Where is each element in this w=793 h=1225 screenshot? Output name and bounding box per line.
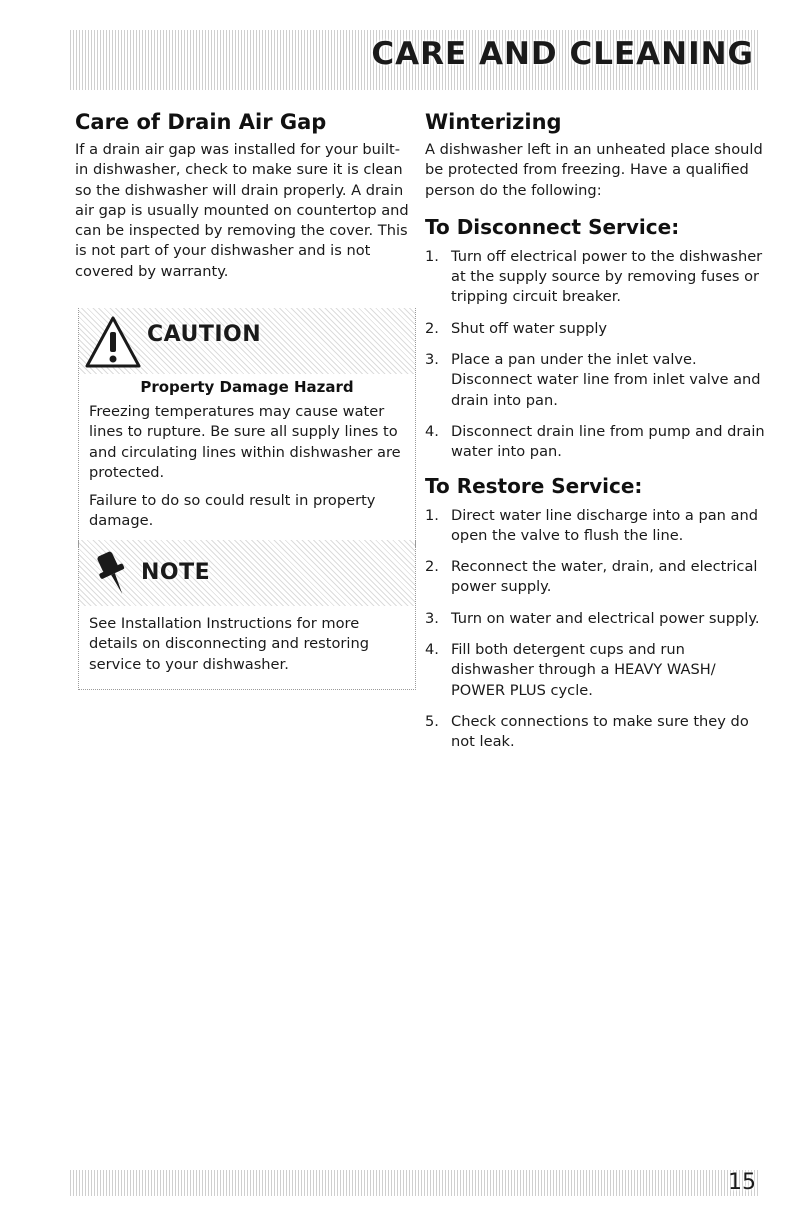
- right-column: [425, 110, 770, 764]
- list-item: 1. Turn off electrical power to the dishwasher at the supply source by removing fuses or tripping circuit breaker.: [425, 247, 763, 306]
- warning-triangle-icon: [83, 314, 143, 374]
- list-item: 2. Reconnect the water, drain, and electrical power supply.: [425, 558, 758, 596]
- restore-steps: [425, 506, 770, 753]
- caution-box: [78, 308, 416, 547]
- restore-heading: To Restore Service:: [425, 473, 643, 498]
- list-item: 4. Fill both detergent cups and run dishwasher through a HEAVY WASH/ POWER PLUS cycle.: [425, 641, 716, 699]
- winterizing-heading: Winterizing: [425, 110, 562, 134]
- caution-paragraph: Freezing temperatures may cause water lines to rupture. Be sure all supply lines to and circulating lines within dishwasher are protected.: [89, 403, 401, 481]
- list-item: 2. Shut off water supply: [425, 319, 608, 337]
- caution-title: CAUTION: [147, 322, 262, 347]
- page-title: CARE AND CLEANING: [371, 36, 754, 72]
- disconnect-steps: [425, 247, 770, 463]
- note-box: [78, 540, 416, 690]
- header-banner: [70, 30, 760, 90]
- footer-bar: [70, 1170, 760, 1196]
- list-item: 3. Place a pan under the inlet valve. Disconnect water line from inlet valve and drain into pan.: [425, 351, 761, 409]
- left-column: [75, 110, 410, 282]
- list-item: 3. Turn on water and electrical power supply.: [425, 609, 760, 627]
- note-text: See Installation Instructions for more details on disconnecting and restoring service to your dishwasher.: [89, 615, 369, 673]
- caution-header: [79, 308, 415, 374]
- caution-paragraph: Failure to do so could result in property damage.: [89, 492, 376, 530]
- note-header: [79, 540, 415, 606]
- air-gap-body: If a drain air gap was installed for your built-in dishwasher, check to make sure it is clean so the dishwasher will drain properly. A drain air gap is usually mounted on countertop and can be inspected by removing the cover. This is not part of your dishwasher and is not covered by warranty.: [75, 141, 409, 280]
- air-gap-heading: Care of Drain Air Gap: [75, 110, 327, 134]
- page-number: 15: [728, 1170, 756, 1195]
- list-item: 5. Check connections to make sure they do not leak.: [425, 712, 749, 751]
- caution-subtitle: Property Damage Hazard: [140, 378, 354, 396]
- winterizing-intro: A dishwasher left in an unheated place should be protected from freezing. Have a qualified person do the following:: [425, 141, 763, 199]
- note-title: NOTE: [141, 560, 211, 585]
- list-item: 1. Direct water line discharge into a pan and open the valve to flush the line.: [425, 506, 759, 544]
- pushpin-icon: [93, 548, 133, 604]
- disconnect-heading: To Disconnect Service:: [425, 214, 680, 239]
- list-item: 4. Disconnect drain line from pump and drain water into pan.: [425, 422, 765, 461]
